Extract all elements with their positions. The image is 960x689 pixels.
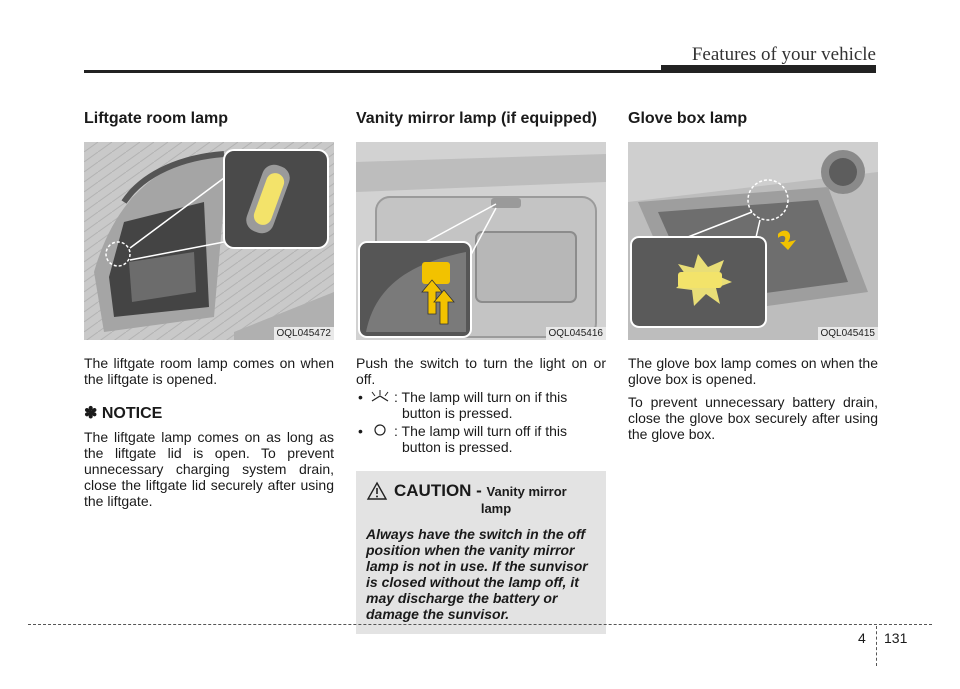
liftgate-illustration [84, 142, 334, 340]
bullet-text: : The lamp will turn on if this [394, 389, 568, 405]
page-number: 131 [884, 630, 908, 646]
caution-box [356, 471, 606, 634]
vanity-intro: Push the switch to turn the light on or off. [356, 355, 606, 387]
photo-code: OQL045472 [274, 327, 335, 340]
lamp-off-icon [370, 423, 390, 437]
bullet-lamp-on [356, 389, 606, 421]
bullet-text-cont: button is pressed. [402, 439, 513, 455]
bullet-text: : The lamp will turn off if this [394, 423, 567, 439]
chapter-number: 4 [858, 630, 866, 646]
glove-box-illustration [628, 142, 878, 340]
vanity-mirror-photo [356, 142, 606, 340]
caution-text: Always have the switch in the off position when the vanity mirror lamp is not in use. If the sunvisor is closed without the lamp off, it may discharge the battery or damage the sunvisor. [366, 526, 588, 622]
caution-subject: Vanity mirror [486, 484, 567, 499]
caution-subject-cont: lamp [480, 501, 512, 516]
bullet-lamp-off [356, 423, 606, 455]
header-title: Features of your vehicle [691, 44, 876, 65]
liftgate-photo [84, 142, 334, 340]
bullet-dot: • [358, 389, 363, 405]
section-glove-box-lamp [628, 110, 878, 442]
lamp-on-icon [370, 389, 390, 403]
glove-box-description: The glove box lamp comes on when the glove box is opened. [628, 355, 878, 387]
glove-box-photo [628, 142, 878, 340]
bullet-dot: • [358, 423, 363, 439]
photo-code: OQL045416 [546, 327, 607, 340]
section-liftgate-room-lamp [84, 110, 334, 509]
caution-word: CAUTION - [394, 481, 487, 500]
caution-header [366, 481, 598, 516]
header-rule-accent [661, 65, 876, 73]
section-vanity-mirror-lamp [356, 110, 606, 634]
liftgate-description: The liftgate room lamp comes on when the liftgate is opened. [84, 355, 334, 387]
vanity-mirror-illustration [356, 142, 606, 340]
section-title: Vanity mirror lamp (if equipped) [356, 110, 597, 127]
bullet-text-cont: button is pressed. [402, 405, 513, 421]
footer-divider [876, 626, 877, 666]
section-title: Glove box lamp [628, 110, 748, 127]
glove-box-advice: To prevent unnecessary battery drain, close the glove box securely after using the glove box. [628, 394, 878, 442]
warning-triangle-icon [366, 481, 388, 501]
photo-code: OQL045415 [818, 327, 879, 340]
notice-title: ✽ NOTICE [84, 405, 163, 422]
notice-body: The liftgate lamp comes on as long as the liftgate lid is open. To prevent unnecessary charging system drain, close the liftgate lid securely after using the liftgate. [84, 429, 334, 509]
section-title: Liftgate room lamp [84, 110, 229, 127]
footer-rule [28, 624, 932, 625]
